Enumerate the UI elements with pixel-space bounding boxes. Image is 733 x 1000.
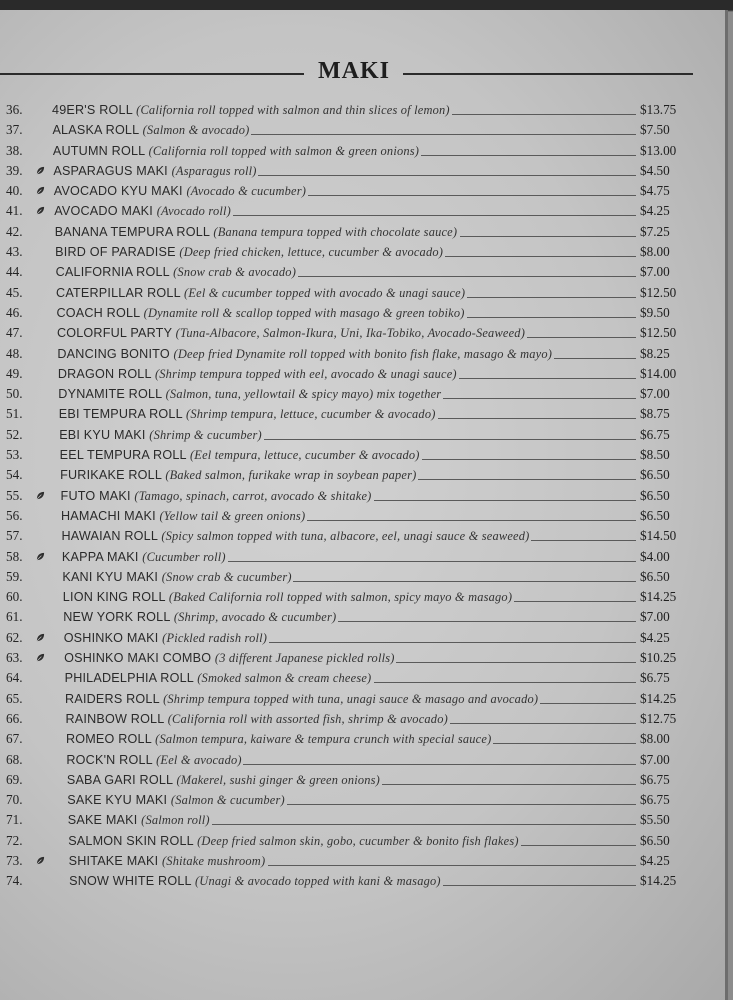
header-rule-left [0, 73, 304, 75]
menu-item [0, 770, 725, 790]
item-number: 53. [6, 447, 23, 463]
item-number: 45. [6, 284, 23, 300]
item-price: $8.00 [640, 731, 670, 747]
item-name-line [65, 689, 538, 709]
leader-line [308, 195, 636, 196]
item-price: $12.75 [640, 710, 677, 726]
leader-line [443, 885, 636, 886]
item-price: $12.50 [640, 284, 677, 300]
leader-line [540, 703, 636, 704]
item-name-line [54, 181, 306, 201]
item-name-line [69, 871, 441, 891]
item-description: (Asparagus roll) [171, 163, 257, 178]
leader-line [269, 642, 636, 643]
leader-line [459, 378, 636, 379]
item-name: SNOW WHITE ROLL [69, 874, 192, 889]
item-name: HAWAIAN ROLL [61, 529, 158, 544]
item-number: 65. [6, 690, 23, 706]
item-number: 39. [6, 162, 23, 178]
item-name-line [67, 790, 285, 810]
menu-item [0, 283, 725, 303]
leader-line [243, 764, 636, 765]
vegetarian-leaf-icon [36, 206, 45, 215]
leader-line [268, 865, 636, 866]
item-number: 71. [6, 812, 23, 828]
leader-line [438, 418, 636, 419]
leader-line [307, 520, 636, 521]
item-description: (Eel tempura, lettuce, cucumber & avocado) [189, 448, 420, 463]
item-description: (3 different Japanese pickled rolls) [214, 651, 395, 666]
item-name-line [64, 648, 394, 668]
item-number: 38. [6, 142, 23, 158]
item-description: (Banana tempura topped with chocolate sauce) [213, 224, 458, 239]
item-description: (Unagi & avocado topped with kani & masago) [194, 874, 441, 889]
item-price: $7.00 [640, 751, 670, 767]
item-description: (Salmon & cucumber) [170, 793, 285, 808]
item-price: $6.75 [640, 771, 670, 787]
item-number: 55. [6, 487, 23, 503]
item-number: 43. [6, 244, 23, 260]
item-name: AUTUMN ROLL [52, 143, 145, 158]
menu-item [0, 547, 725, 567]
leader-line [258, 175, 636, 176]
leader-line [521, 845, 636, 846]
item-number: 52. [6, 426, 23, 442]
item-name-line [61, 486, 372, 506]
item-description: (Smoked salmon & cream cheese) [197, 671, 372, 686]
item-number: 69. [6, 771, 23, 787]
item-price: $7.50 [640, 122, 670, 138]
item-name-line [60, 445, 420, 465]
item-name-line [56, 283, 465, 303]
leader-line [233, 215, 636, 216]
leader-line [452, 114, 636, 115]
item-price: $4.00 [640, 548, 670, 564]
leader-line [467, 297, 636, 298]
item-description: (Salmon & avocado) [142, 123, 250, 138]
item-description: (Dynamite roll & scallop topped with masago & green tobiko) [143, 305, 465, 320]
menu-item [0, 100, 725, 120]
item-name: ALASKA ROLL [52, 123, 139, 138]
leader-line [554, 358, 636, 359]
menu-item [0, 364, 725, 384]
item-price: $14.00 [640, 365, 677, 381]
leader-line [450, 723, 636, 724]
item-name-line [65, 668, 372, 688]
item-number: 50. [6, 386, 23, 402]
item-name: COACH ROLL [56, 305, 140, 320]
item-number: 51. [6, 406, 23, 422]
item-price: $6.50 [640, 507, 670, 523]
menu-item [0, 607, 725, 627]
leader-line [418, 479, 636, 480]
item-name: ROMEO ROLL [65, 732, 152, 747]
item-number: 66. [6, 710, 23, 726]
menu-item [0, 141, 725, 161]
menu-item-list [0, 100, 725, 892]
item-number: 48. [6, 345, 23, 361]
leader-line [531, 540, 636, 541]
item-price: $12.50 [640, 325, 677, 341]
menu-item [0, 120, 725, 140]
item-name: COLORFUL PARTY [56, 326, 172, 341]
item-price: $7.00 [640, 609, 670, 625]
item-name-line [52, 100, 450, 120]
menu-item [0, 526, 725, 546]
item-name-line [54, 201, 231, 221]
item-name: DYNAMITE ROLL [58, 387, 162, 402]
menu-item [0, 689, 725, 709]
leader-line [287, 804, 636, 805]
item-name: OSHINKO MAKI [63, 630, 159, 645]
item-number: 46. [6, 304, 23, 320]
item-name: 49ER'S ROLL [52, 103, 133, 117]
item-price: $4.25 [640, 629, 670, 645]
item-number: 74. [6, 873, 23, 889]
leader-line [293, 581, 636, 582]
item-number: 61. [6, 609, 23, 625]
menu-item [0, 871, 725, 891]
item-name-line [60, 465, 416, 485]
item-description: (Tamago, spinach, carrot, avocado & shitake) [134, 488, 372, 503]
item-name-line [64, 628, 267, 648]
leader-line [251, 134, 636, 135]
item-price: $14.25 [640, 589, 677, 605]
item-name: AVOCADO KYU MAKI [53, 184, 183, 199]
item-description: (Baked salmon, furikake wrap in soybean paper) [165, 468, 417, 483]
item-description: (Avocado roll) [156, 204, 231, 219]
item-number: 67. [6, 731, 23, 747]
item-name-line [56, 262, 296, 282]
item-number: 68. [6, 751, 23, 767]
item-name: DRAGON ROLL [57, 366, 152, 381]
item-name-line [55, 222, 458, 242]
item-name-line [57, 344, 552, 364]
menu-item [0, 851, 725, 871]
item-price: $5.50 [640, 812, 670, 828]
leader-line [421, 155, 636, 156]
item-price: $6.75 [640, 792, 670, 808]
item-price: $6.50 [640, 467, 670, 483]
leader-line [443, 398, 636, 399]
vegetarian-leaf-icon [36, 186, 45, 195]
item-name-line [66, 750, 241, 770]
item-name-line [61, 526, 529, 546]
leader-line [493, 743, 636, 744]
item-number: 40. [6, 183, 23, 199]
header-rule-right [403, 73, 693, 75]
menu-item [0, 161, 725, 181]
item-price: $7.25 [640, 223, 670, 239]
vegetarian-leaf-icon [36, 653, 45, 662]
menu-item [0, 506, 725, 526]
menu-item [0, 709, 725, 729]
item-description: (California roll with assorted fish, shrimp & avocado) [167, 711, 448, 726]
item-number: 37. [6, 122, 23, 138]
menu-page [0, 10, 728, 1000]
item-description: (Eel & cucumber topped with avocado & unagi sauce) [184, 285, 466, 300]
item-name: PHILADELPHIA ROLL [64, 671, 194, 686]
item-name: CALIFORNIA ROLL [55, 265, 170, 280]
item-name: CATERPILLAR ROLL [56, 285, 181, 300]
item-name-line [68, 810, 210, 830]
item-name-line [52, 120, 249, 140]
leader-line [264, 439, 636, 440]
item-description: (Snow crab & cucumber) [161, 569, 292, 584]
item-name: BANANA TEMPURA ROLL [54, 224, 210, 239]
item-name: FURIKAKE ROLL [60, 468, 162, 483]
item-name-line [69, 851, 266, 871]
item-price: $4.50 [640, 162, 670, 178]
item-description: (Shrimp tempura topped with eel, avocado & unagi sauce) [154, 366, 457, 381]
menu-item [0, 262, 725, 282]
item-description: (Deep fried salmon skin, gobo, cucumber & bonito fish flakes) [197, 833, 519, 848]
item-name: KANI KYU MAKI [62, 569, 159, 584]
item-description: (Shrimp & cucumber) [149, 427, 262, 442]
item-price: $9.50 [640, 304, 670, 320]
item-name-line [66, 729, 491, 749]
menu-item [0, 201, 725, 221]
item-description: (Cucumber roll) [142, 549, 226, 564]
menu-item [0, 648, 725, 668]
item-name-line [61, 506, 305, 526]
item-name: EEL TEMPURA ROLL [59, 448, 187, 463]
item-number: 62. [6, 629, 23, 645]
menu-item [0, 404, 725, 424]
item-name: LION KING ROLL [62, 590, 166, 605]
menu-item [0, 587, 725, 607]
item-name: SHITAKE MAKI [68, 853, 159, 868]
item-description: (Snow crab & avocado) [173, 265, 297, 280]
menu-item [0, 242, 725, 262]
item-description: (Tuna-Albacore, Salmon-Ikura, Uni, Ika-Tobiko, Avocado-Seaweed) [175, 326, 526, 341]
menu-item [0, 628, 725, 648]
item-price: $13.00 [640, 142, 677, 158]
item-name: HAMACHI MAKI [61, 508, 156, 523]
leader-line [422, 459, 636, 460]
item-description: (Yellow tail & green onions) [159, 508, 306, 523]
item-price: $7.00 [640, 264, 670, 280]
item-name: NEW YORK ROLL [63, 610, 171, 625]
leader-line [374, 500, 636, 501]
menu-item [0, 750, 725, 770]
item-description: (Shrimp, avocado & cucumber) [173, 610, 337, 625]
item-name-line [59, 425, 262, 445]
item-description: (Pickled radish roll) [162, 630, 268, 645]
menu-item [0, 303, 725, 323]
vegetarian-leaf-icon [36, 633, 45, 642]
menu-item [0, 831, 725, 851]
item-price: $8.50 [640, 447, 670, 463]
item-number: 64. [6, 670, 23, 686]
item-number: 42. [6, 223, 23, 239]
item-description: (Shrimp tempura topped with tuna, unagi sauce & masago and avocado) [163, 691, 539, 706]
item-name: SAKE MAKI [67, 813, 138, 828]
item-price: $6.50 [640, 568, 670, 584]
menu-item [0, 465, 725, 485]
item-name-line [63, 607, 336, 627]
item-description: (California roll topped with salmon & green onions) [148, 143, 420, 158]
item-name: DANCING BONITO [57, 346, 170, 361]
menu-item [0, 384, 725, 404]
item-description: (Salmon tempura, kaiware & tempura crunch with special sauce) [155, 732, 492, 747]
item-number: 63. [6, 650, 23, 666]
item-price: $10.25 [640, 650, 677, 666]
item-name-line [58, 364, 457, 384]
item-price: $4.25 [640, 852, 670, 868]
item-name: SALMON SKIN ROLL [68, 833, 194, 848]
item-number: 70. [6, 792, 23, 808]
item-description: (Deep fried chicken, lettuce, cucumber & avocado) [179, 245, 444, 260]
item-description: (Deep fried Dynamite roll topped with bonito fish flake, masago & mayo) [173, 346, 553, 361]
item-description: (Shitake mushroom) [161, 853, 266, 868]
item-description: (Salmon roll) [141, 813, 210, 828]
menu-item [0, 729, 725, 749]
section-header [0, 54, 725, 88]
item-description: (Makerel, sushi ginger & green onions) [176, 772, 381, 787]
leader-line [228, 561, 636, 562]
leader-line [298, 276, 636, 277]
item-name: SABA GARI ROLL [66, 772, 173, 787]
item-description: (Spicy salmon topped with tuna, albacore, eel, unagi sauce & seaweed) [161, 529, 530, 544]
menu-item [0, 567, 725, 587]
item-name: ROCK'N ROLL [66, 752, 153, 767]
leader-line [514, 601, 636, 602]
item-number: 47. [6, 325, 23, 341]
vegetarian-leaf-icon [36, 856, 45, 865]
item-price: $6.50 [640, 832, 670, 848]
item-number: 60. [6, 589, 23, 605]
item-name: AVOCADO MAKI [54, 204, 153, 219]
leader-line [212, 824, 636, 825]
item-name-line [57, 323, 525, 343]
item-name-line [57, 303, 465, 323]
vegetarian-leaf-icon [36, 166, 45, 175]
item-price: $13.75 [640, 102, 677, 117]
item-name: SAKE KYU MAKI [67, 793, 168, 808]
item-name: EBI TEMPURA ROLL [58, 407, 183, 422]
item-name-line [63, 587, 512, 607]
item-price: $7.00 [640, 386, 670, 402]
item-price: $6.75 [640, 426, 670, 442]
item-description: (Shrimp tempura, lettuce, cucumber & avocado) [186, 407, 436, 422]
item-price: $8.00 [640, 244, 670, 260]
item-description: (Salmon, tuna, yellowtail & spicy mayo) mix together [165, 387, 442, 402]
menu-item [0, 810, 725, 830]
item-name-line [66, 709, 448, 729]
item-number: 59. [6, 568, 23, 584]
menu-item [0, 181, 725, 201]
vegetarian-leaf-icon [36, 552, 45, 561]
menu-item [0, 425, 725, 445]
item-price: $14.25 [640, 690, 677, 706]
item-number: 49. [6, 365, 23, 381]
item-name-line [59, 404, 436, 424]
item-price: $6.75 [640, 670, 670, 686]
item-description: (Baked California roll topped with salmon, spicy mayo & masago) [168, 590, 513, 605]
item-name: ASPARAGUS MAKI [53, 163, 168, 178]
item-name: RAINBOW ROLL [65, 711, 165, 726]
leader-line [382, 784, 636, 785]
leader-line [338, 621, 636, 622]
menu-item [0, 222, 725, 242]
leader-line [374, 682, 636, 683]
menu-item [0, 486, 725, 506]
leader-line [396, 662, 636, 663]
menu-item [0, 668, 725, 688]
menu-item [0, 323, 725, 343]
item-name: KAPPA MAKI [61, 549, 139, 564]
menu-item [0, 790, 725, 810]
item-price: $8.75 [640, 406, 670, 422]
item-name: EBI KYU MAKI [59, 427, 146, 442]
item-price: $4.75 [640, 183, 670, 199]
item-price: $4.25 [640, 203, 670, 219]
item-description: (Avocado & cucumber) [186, 184, 307, 199]
item-name-line [62, 547, 226, 567]
item-number: 41. [6, 203, 23, 219]
item-number: 58. [6, 548, 23, 564]
item-number: 73. [6, 852, 23, 868]
item-description: (Eel & avocado) [156, 752, 242, 767]
item-name: BIRD OF PARADISE [55, 245, 176, 260]
item-name-line [58, 384, 441, 404]
menu-item [0, 344, 725, 364]
menu-item [0, 445, 725, 465]
item-number: 36. [6, 102, 23, 117]
item-name-line [68, 831, 519, 851]
leader-line [445, 256, 636, 257]
item-number: 54. [6, 467, 23, 483]
leader-line [527, 337, 636, 338]
leader-line [467, 317, 636, 318]
item-price: $14.50 [640, 528, 677, 544]
vegetarian-leaf-icon [36, 491, 45, 500]
item-name: RAIDERS ROLL [65, 691, 160, 706]
item-price: $6.50 [640, 487, 670, 503]
item-name-line [55, 242, 443, 262]
item-description: (California roll topped with salmon and thin slices of lemon) [136, 103, 450, 117]
item-price: $14.25 [640, 873, 677, 889]
item-number: 57. [6, 528, 23, 544]
item-name-line [53, 161, 256, 181]
item-number: 72. [6, 832, 23, 848]
item-name-line [53, 141, 419, 161]
item-price: $8.25 [640, 345, 670, 361]
item-name-line [62, 567, 291, 587]
item-number: 56. [6, 507, 23, 523]
item-name: FUTO MAKI [60, 488, 131, 503]
leader-line [460, 236, 636, 237]
item-name-line [67, 770, 380, 790]
item-name: OSHINKO MAKI COMBO [64, 651, 212, 666]
section-title: MAKI [318, 58, 390, 84]
item-number: 44. [6, 264, 23, 280]
